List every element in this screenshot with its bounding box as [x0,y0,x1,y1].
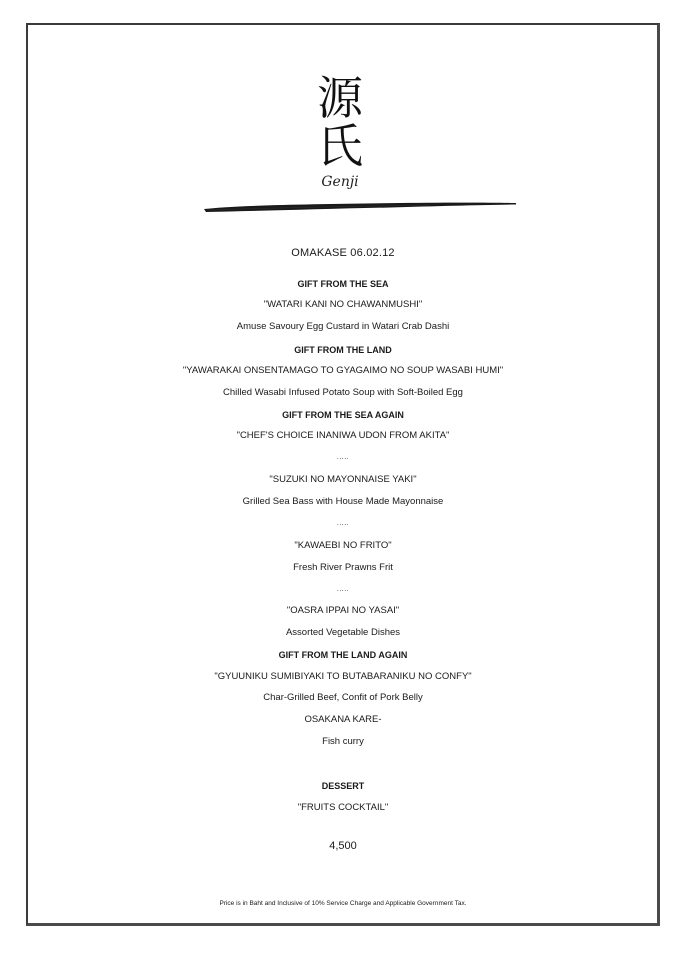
separator-dots: ..... [336,454,350,461]
section-heading: GIFT FROM THE SEA AGAIN [282,410,404,420]
logo-kanji-gen: 源 [317,71,363,125]
menu-price: 4,500 [329,840,357,852]
dish-description: Fish curry [322,736,364,747]
separator-dots: ..... [336,520,350,527]
dish-description: Fresh River Prawns Frit [293,562,393,573]
dish-description: Chilled Wasabi Infused Potato Soup with Soft-Boiled Egg [223,387,463,398]
brush-stroke-divider [200,198,520,218]
separator-dots: ..... [336,586,350,593]
dish-name: "KAWAEBI NO FRITO" [294,540,392,551]
dish-description: Grilled Sea Bass with House Made Mayonnaise [242,496,444,507]
dish-description: Assorted Vegetable Dishes [285,627,401,638]
dish-name: "SUZUKI NO MAYONNAISE YAKI" [269,474,417,485]
dish-name: "GYUUNIKU SUMIBIYAKI TO BUTABARANIKU NO CONFY" [214,671,472,682]
logo-script-name: Genji [321,174,359,190]
dish-description: OSAKANA KARE- [304,714,382,725]
section-heading: GIFT FROM THE LAND AGAIN [278,650,408,660]
dish-name: "WATARI KANI NO CHAWANMUSHI" [263,299,423,310]
dish-name: "YAWARAKAI ONSENTAMAGO TO GYAGAIMO NO SOUP WASABI HUMI" [182,365,504,376]
genji-calligraphy-logo [300,62,380,192]
section-heading: GIFT FROM THE LAND [294,345,392,355]
dish-description: Amuse Savoury Egg Custard in Watari Crab Dashi [236,321,450,332]
dish-name: "CHEF'S CHOICE INANIWA UDON FROM AKITA" [236,430,450,441]
section-heading: GIFT FROM THE SEA [297,279,389,289]
section-heading: DESSERT [321,781,365,791]
logo-kanji-ji: 氏 [317,119,363,173]
price-footnote: Price is in Baht and Inclusive of 10% Service Charge and Applicable Government Tax. [219,900,467,907]
dish-description: Char-Grilled Beef, Confit of Pork Belly [263,692,423,703]
dish-name: "FRUITS COCKTAIL" [297,802,389,813]
dish-name: "OASRA IPPAI NO YASAI" [286,605,400,616]
menu-title: OMAKASE 06.02.12 [291,247,395,259]
